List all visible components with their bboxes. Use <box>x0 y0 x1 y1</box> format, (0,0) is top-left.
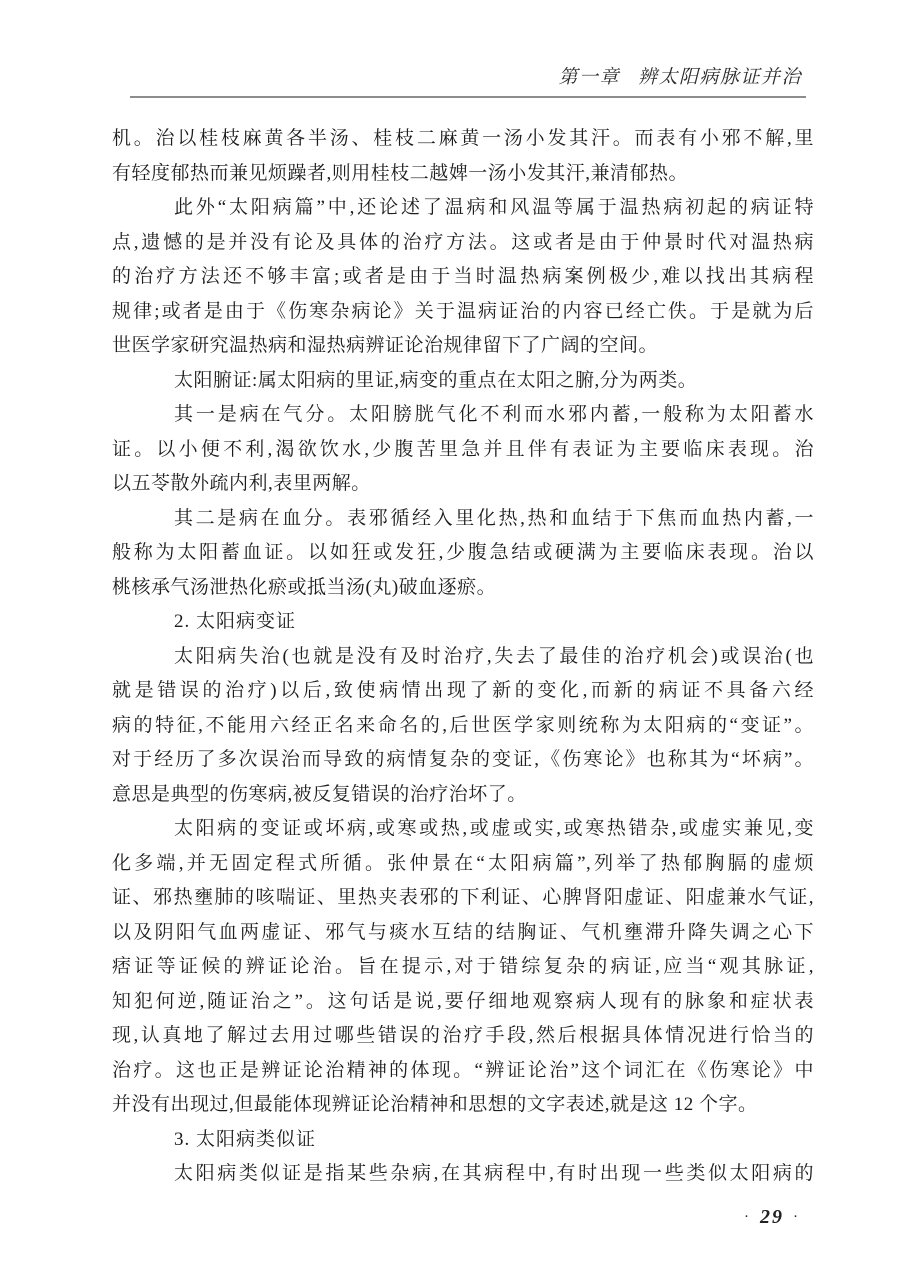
text-line: 化多端,并无固定程式所循。张仲景在“太阳病篇”,列举了热郁胸膈的虚烦 <box>112 852 814 874</box>
text-line: 机。治以桂枝麻黄各半汤、桂枝二麻黄一汤小发其汗。而表有小邪不解,里 <box>112 128 814 149</box>
text-line: 证、邪热壅肺的咳喘证、里热夹表邪的下利证、心脾肾阳虚证、阳虚兼水气证, <box>112 887 814 908</box>
text-line: 并没有出现过,但最能体现辨证论治精神和思想的文字表述,就是这 12 个字。 <box>112 1094 758 1115</box>
text-line: 太阳病类似证是指某些杂病,在其病程中,有时出现一些类似太阳病的 <box>174 1163 814 1184</box>
section-heading: 2. 太阳病变证 <box>174 611 297 632</box>
text-line: 太阳腑证:属太阳病的里证,病变的重点在太阳之腑,分为两类。 <box>174 369 698 391</box>
text-line: 就是错误的治疗)以后,致使病情出现了新的变化,而新的病证不具备六经 <box>112 680 814 701</box>
text-line: 病的特征,不能用六经正名来命名的,后世医学家则统称为太阳病的“变证”。 <box>112 714 814 736</box>
text-line: 以及阴阳气血两虚证、邪气与痰水互结的结胸证、气机壅滞升降失调之心下 <box>112 921 814 943</box>
text-line: 规律;或者是由于《伤寒杂病论》关于温病证治的内容已经亡佚。于是就为后 <box>112 300 814 322</box>
text-line: 此外“太阳病篇”中,还论述了温病和风温等属于温热病初起的病证特 <box>174 197 814 218</box>
text-line: 太阳病失治(也就是没有及时治疗,失去了最佳的治疗机会)或误治(也 <box>174 645 814 667</box>
text-line: 太阳病的变证或坏病,或寒或热,或虚或实,或寒热错杂,或虚实兼见,变 <box>174 818 814 839</box>
text-line: 其一是病在气分。太阳膀胱气化不利而水邪内蓄,一般称为太阳蓄水 <box>174 404 814 425</box>
text-line: 有轻度郁热而兼见烦躁者,则用桂枝二越婢一汤小发其汗,兼清郁热。 <box>112 162 689 184</box>
text-line: 世医学家研究温热病和湿热病辨证论治规律留下了广阔的空间。 <box>112 335 659 356</box>
page-footer <box>744 1206 800 1229</box>
chapter-label: 第一章 <box>558 67 620 88</box>
text-line: 知犯何逆,随证治之”。这句话是说,要仔细地观察病人现有的脉象和症状表 <box>112 990 814 1012</box>
text-line: 意思是典型的伤寒病,被反复错误的治疗治坏了。 <box>112 783 527 805</box>
footer-dot-right: · <box>793 1209 800 1225</box>
page-number: 29 <box>760 1206 784 1228</box>
running-head <box>558 66 802 90</box>
text-line: 的治疗方法还不够丰富;或者是由于当时温热病案例极少,难以找出其病程 <box>112 266 814 287</box>
header-rule <box>130 96 806 98</box>
chapter-title: 辨太阳病脉证并治 <box>637 67 802 88</box>
text-line: 对于经历了多次误治而导致的病情复杂的变证,《伤寒论》也称其为“坏病”。 <box>112 749 814 770</box>
footer-dot-left: · <box>744 1209 751 1225</box>
text-line: 痞证等证候的辨证论治。旨在提示,对于错综复杂的病证,应当“观其脉证, <box>112 956 814 977</box>
text-line: 桃核承气汤泄热化瘀或抵当汤(丸)破血逐瘀。 <box>112 576 497 598</box>
text-line: 点,遗憾的是并没有论及具体的治疗方法。这或者是由于仲景时代对温热病 <box>112 231 814 253</box>
text-line: 治疗。这也正是辨证论治精神的体现。“辨证论治”这个词汇在《伤寒论》中 <box>112 1059 814 1081</box>
text-line: 其二是病在血分。表邪循经入里化热,热和血结于下焦而血热内蓄,一 <box>174 507 814 529</box>
text-line: 现,认真地了解过去用过哪些错误的治疗手段,然后根据具体情况进行恰当的 <box>112 1025 814 1046</box>
text-line: 以五苓散外疏内利,表里两解。 <box>112 473 371 494</box>
text-block <box>112 122 814 1192</box>
section-heading: 3. 太阳病类似证 <box>174 1128 317 1150</box>
text-line: 般称为太阳蓄血证。以如狂或发狂,少腹急结或硬满为主要临床表现。治以 <box>112 542 814 563</box>
text-line: 证。以小便不利,渴欲饮水,少腹苦里急并且伴有表证为主要临床表现。治 <box>112 438 814 460</box>
